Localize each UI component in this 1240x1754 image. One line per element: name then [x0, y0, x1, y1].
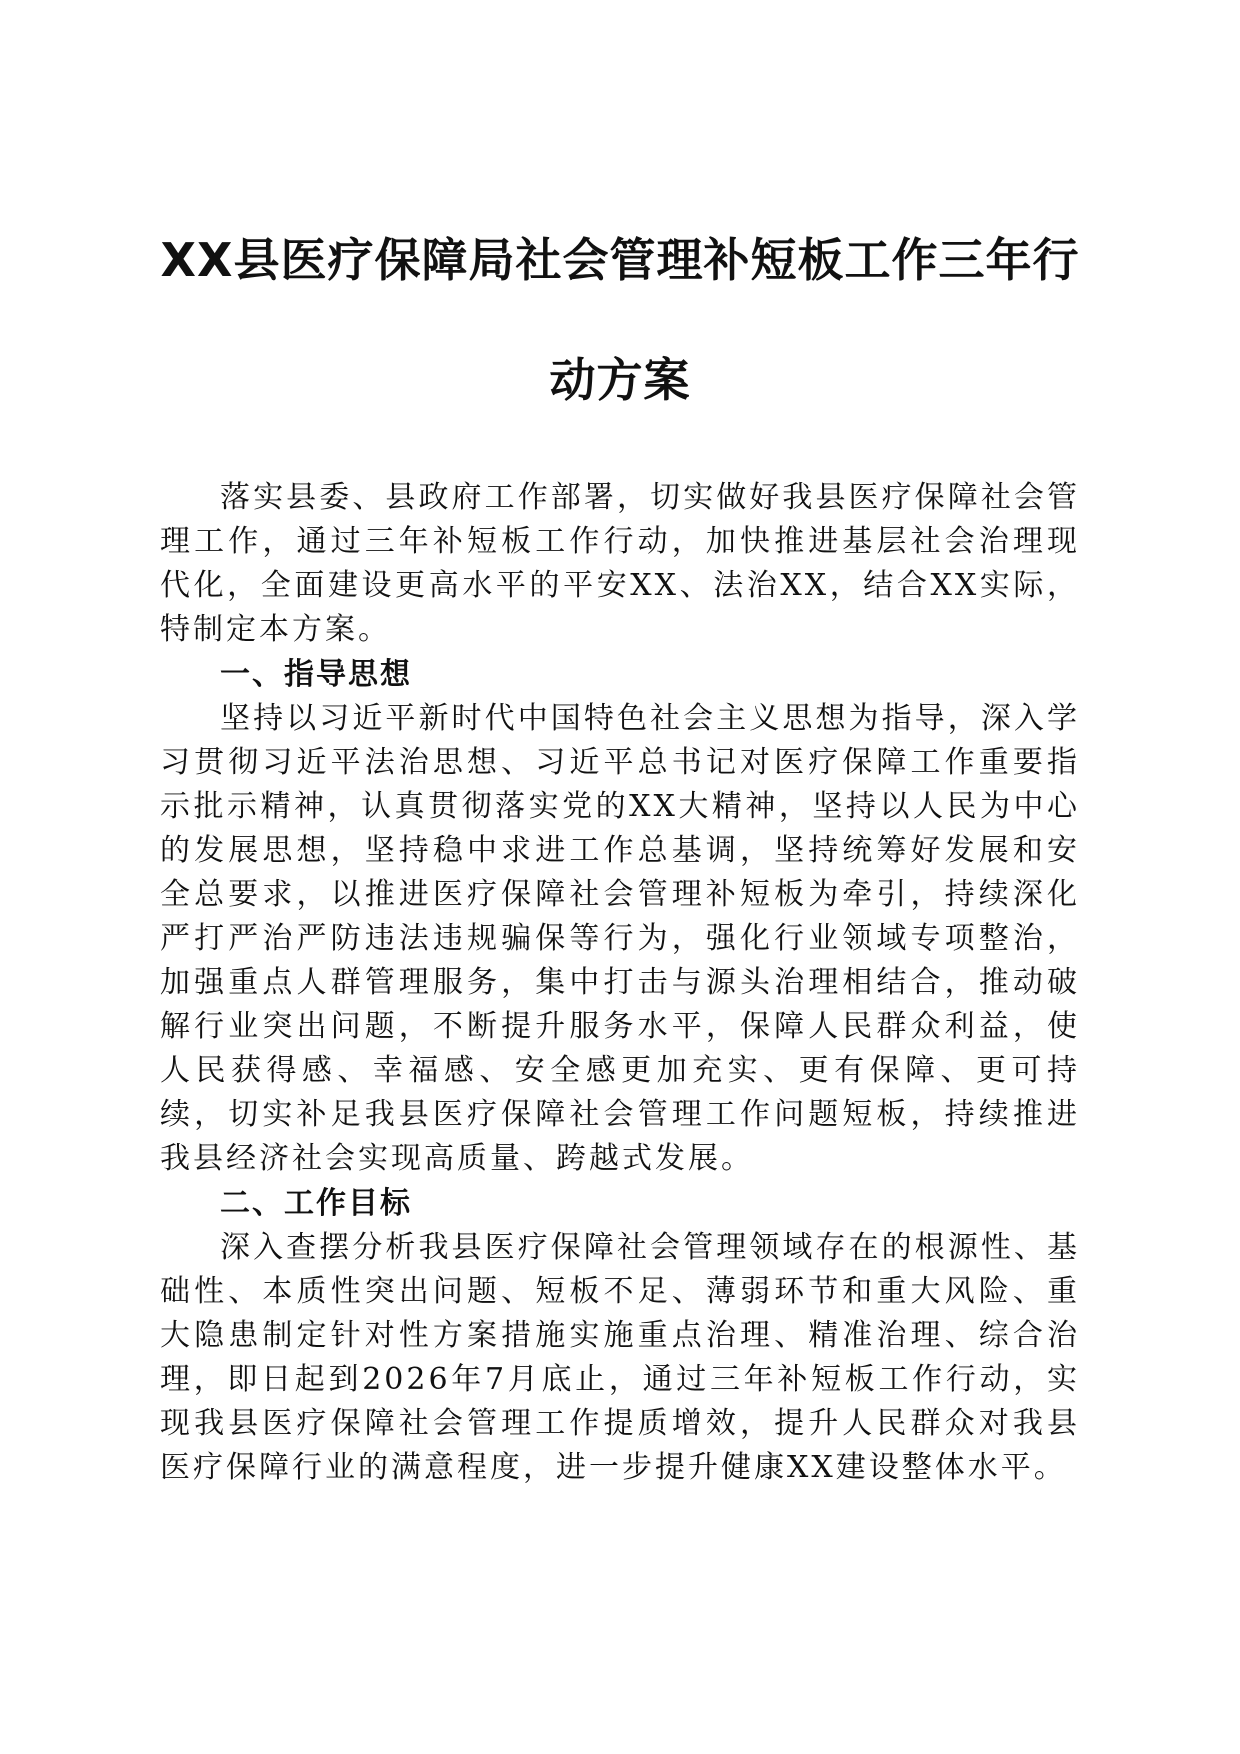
section-paragraph-guiding-ideology: 坚持以习近平新时代中国特色社会主义思想为指导，深入学习贯彻习近平法治思想、习近平总书记对医疗保障工作重要指示批示精神，认真贯彻落实党的XX大精神，坚持以人民为中心的发展思想，坚持稳中求进工作总基调，坚持统筹好发展和安全总要求，以推进医疗保障社会管理补短板为牵引，持续深化严打严治严防违法违规骗保等行为，强化行业领域专项整治，加强重点人群管理服务，集中打击与源头治理相结合，推动破解行业突出问题，不断提升服务水平，保障人民群众利益，使人民获得感、幸福感、安全感更加充实、更有保障、更可持续，切实补足我县医疗保障社会管理工作问题短板，持续推进我县经济社会实现高质量、跨越式发展。: [160, 701, 1080, 1176]
document-title-line-2: 动方案: [549, 353, 691, 407]
section-heading-work-goals: 二、工作目标: [220, 1186, 412, 1221]
section-heading-guiding-ideology: 一、指导思想: [220, 657, 412, 692]
document-title-line-1: XX县医疗保障局社会管理补短板工作三年行: [160, 233, 1080, 287]
intro-paragraph: 落实县委、县政府工作部署，切实做好我县医疗保障社会管理工作，通过三年补短板工作行动，加快推进基层社会治理现代化，全面建设更高水平的平安XX、法治XX，结合XX实际，特制定本方案。: [160, 480, 1080, 647]
section-paragraph-work-goals: 深入查摆分析我县医疗保障社会管理领域存在的根源性、基础性、本质性突出问题、短板不足、薄弱环节和重大风险、重大隐患制定针对性方案措施实施重点治理、精准治理、综合治理，即日起到2026年7月底止，通过三年补短板工作行动，实现我县医疗保障社会管理工作提质增效，提升人民群众对我县医疗保障行业的满意程度，进一步提升健康XX建设整体水平。: [160, 1230, 1080, 1485]
